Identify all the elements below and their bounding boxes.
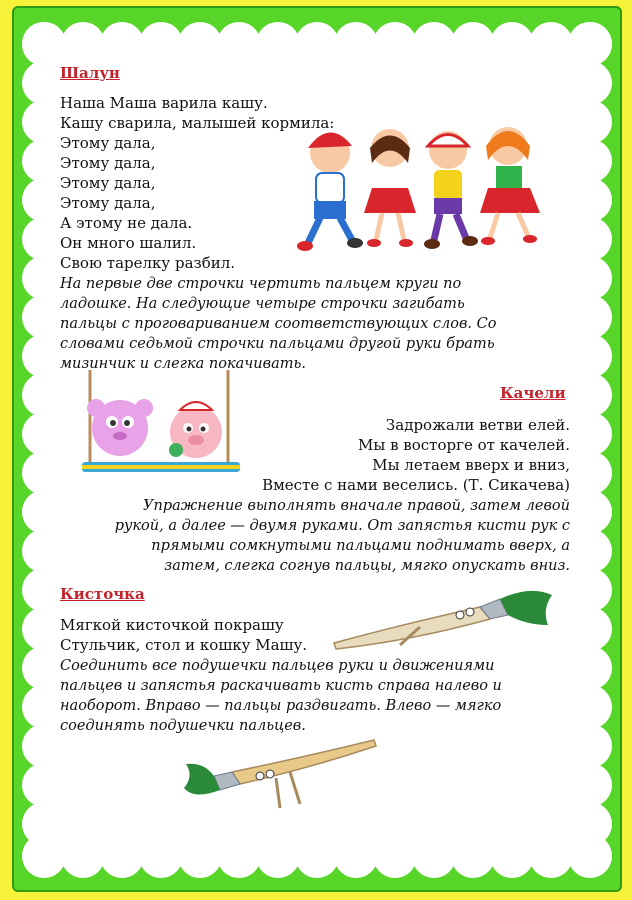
instruction-line: ладошке. На следующие четыре строчки загибать (60, 296, 465, 312)
pink-creature (87, 399, 153, 456)
poem-line: Мы в восторге от качелей. (358, 436, 570, 454)
instruction-line: мизинчик и слегка покачивать. (60, 356, 306, 372)
instruction-line: наоборот. Вправо — пальцы раздвигать. Влево — мягко (60, 698, 502, 714)
instruction-line: На первые две строчки чертить пальцем круги по (60, 276, 462, 292)
poem-line: Этому дала, (60, 194, 156, 212)
children-illustration (290, 118, 560, 258)
poem-line: Этому дала, (60, 174, 156, 192)
poem-line: Кашу сварила, малышей кормила: (60, 114, 335, 132)
instruction-line: затем, слегка согнув пальцы, мягко опускать вниз. (164, 558, 570, 574)
instruction-line: пальцев и запястья раскачивать кисть справа налево и (60, 678, 502, 694)
swing-illustration (78, 370, 248, 490)
poem-line: Мягкой кисточкой покрашу (60, 616, 284, 634)
heading-kistochka: Кисточка (60, 585, 145, 603)
poem-line: Свою тарелку разбил. (60, 254, 236, 272)
instruction-line: прямыми сомкнутыми пальцами поднимать вверх, а (151, 538, 570, 554)
instruction-line: пальцы с проговариванием соответствующих слов. Со (60, 316, 497, 332)
heading-kacheli: Качели (500, 384, 566, 402)
heading-shalun: Шалун (60, 64, 120, 82)
instruction-line: рукой, а далее — двумя руками. От запястья кисти рук с (114, 518, 570, 534)
poem-line: Мы летаем вверх и вниз, (372, 456, 570, 474)
poem-line: Стульчик, стол и кошку Машу. (60, 636, 308, 654)
poem-line: Вместе с нами веселись. (Т. Сикачева) (262, 476, 570, 494)
child-figure (297, 132, 363, 251)
paintbrush-icon (180, 738, 380, 818)
poem-line: Этому дала, (60, 154, 156, 172)
child-figure (424, 131, 478, 249)
instruction-line: Соединить все подушечки пальцев руки и движениями (60, 658, 495, 674)
paintbrush-icon (330, 585, 560, 665)
pig-creature (169, 402, 222, 458)
poem-line: Он много шалил. (60, 234, 197, 252)
instruction-line: словами седьмой строчки пальцами другой руки брать (60, 336, 495, 352)
child-figure (364, 129, 416, 247)
poem-line: Задрожали ветви елей. (385, 416, 570, 434)
child-figure (480, 127, 540, 245)
poem-line: А этому не дала. (60, 214, 193, 232)
poem-line: Наша Маша варила кашу. (60, 94, 268, 112)
instruction-line: соединять подушечки пальцев. (60, 718, 306, 734)
instruction-line: Упражнение выполнять вначале правой, затем левой (143, 498, 570, 514)
poem-line: Этому дала, (60, 134, 156, 152)
